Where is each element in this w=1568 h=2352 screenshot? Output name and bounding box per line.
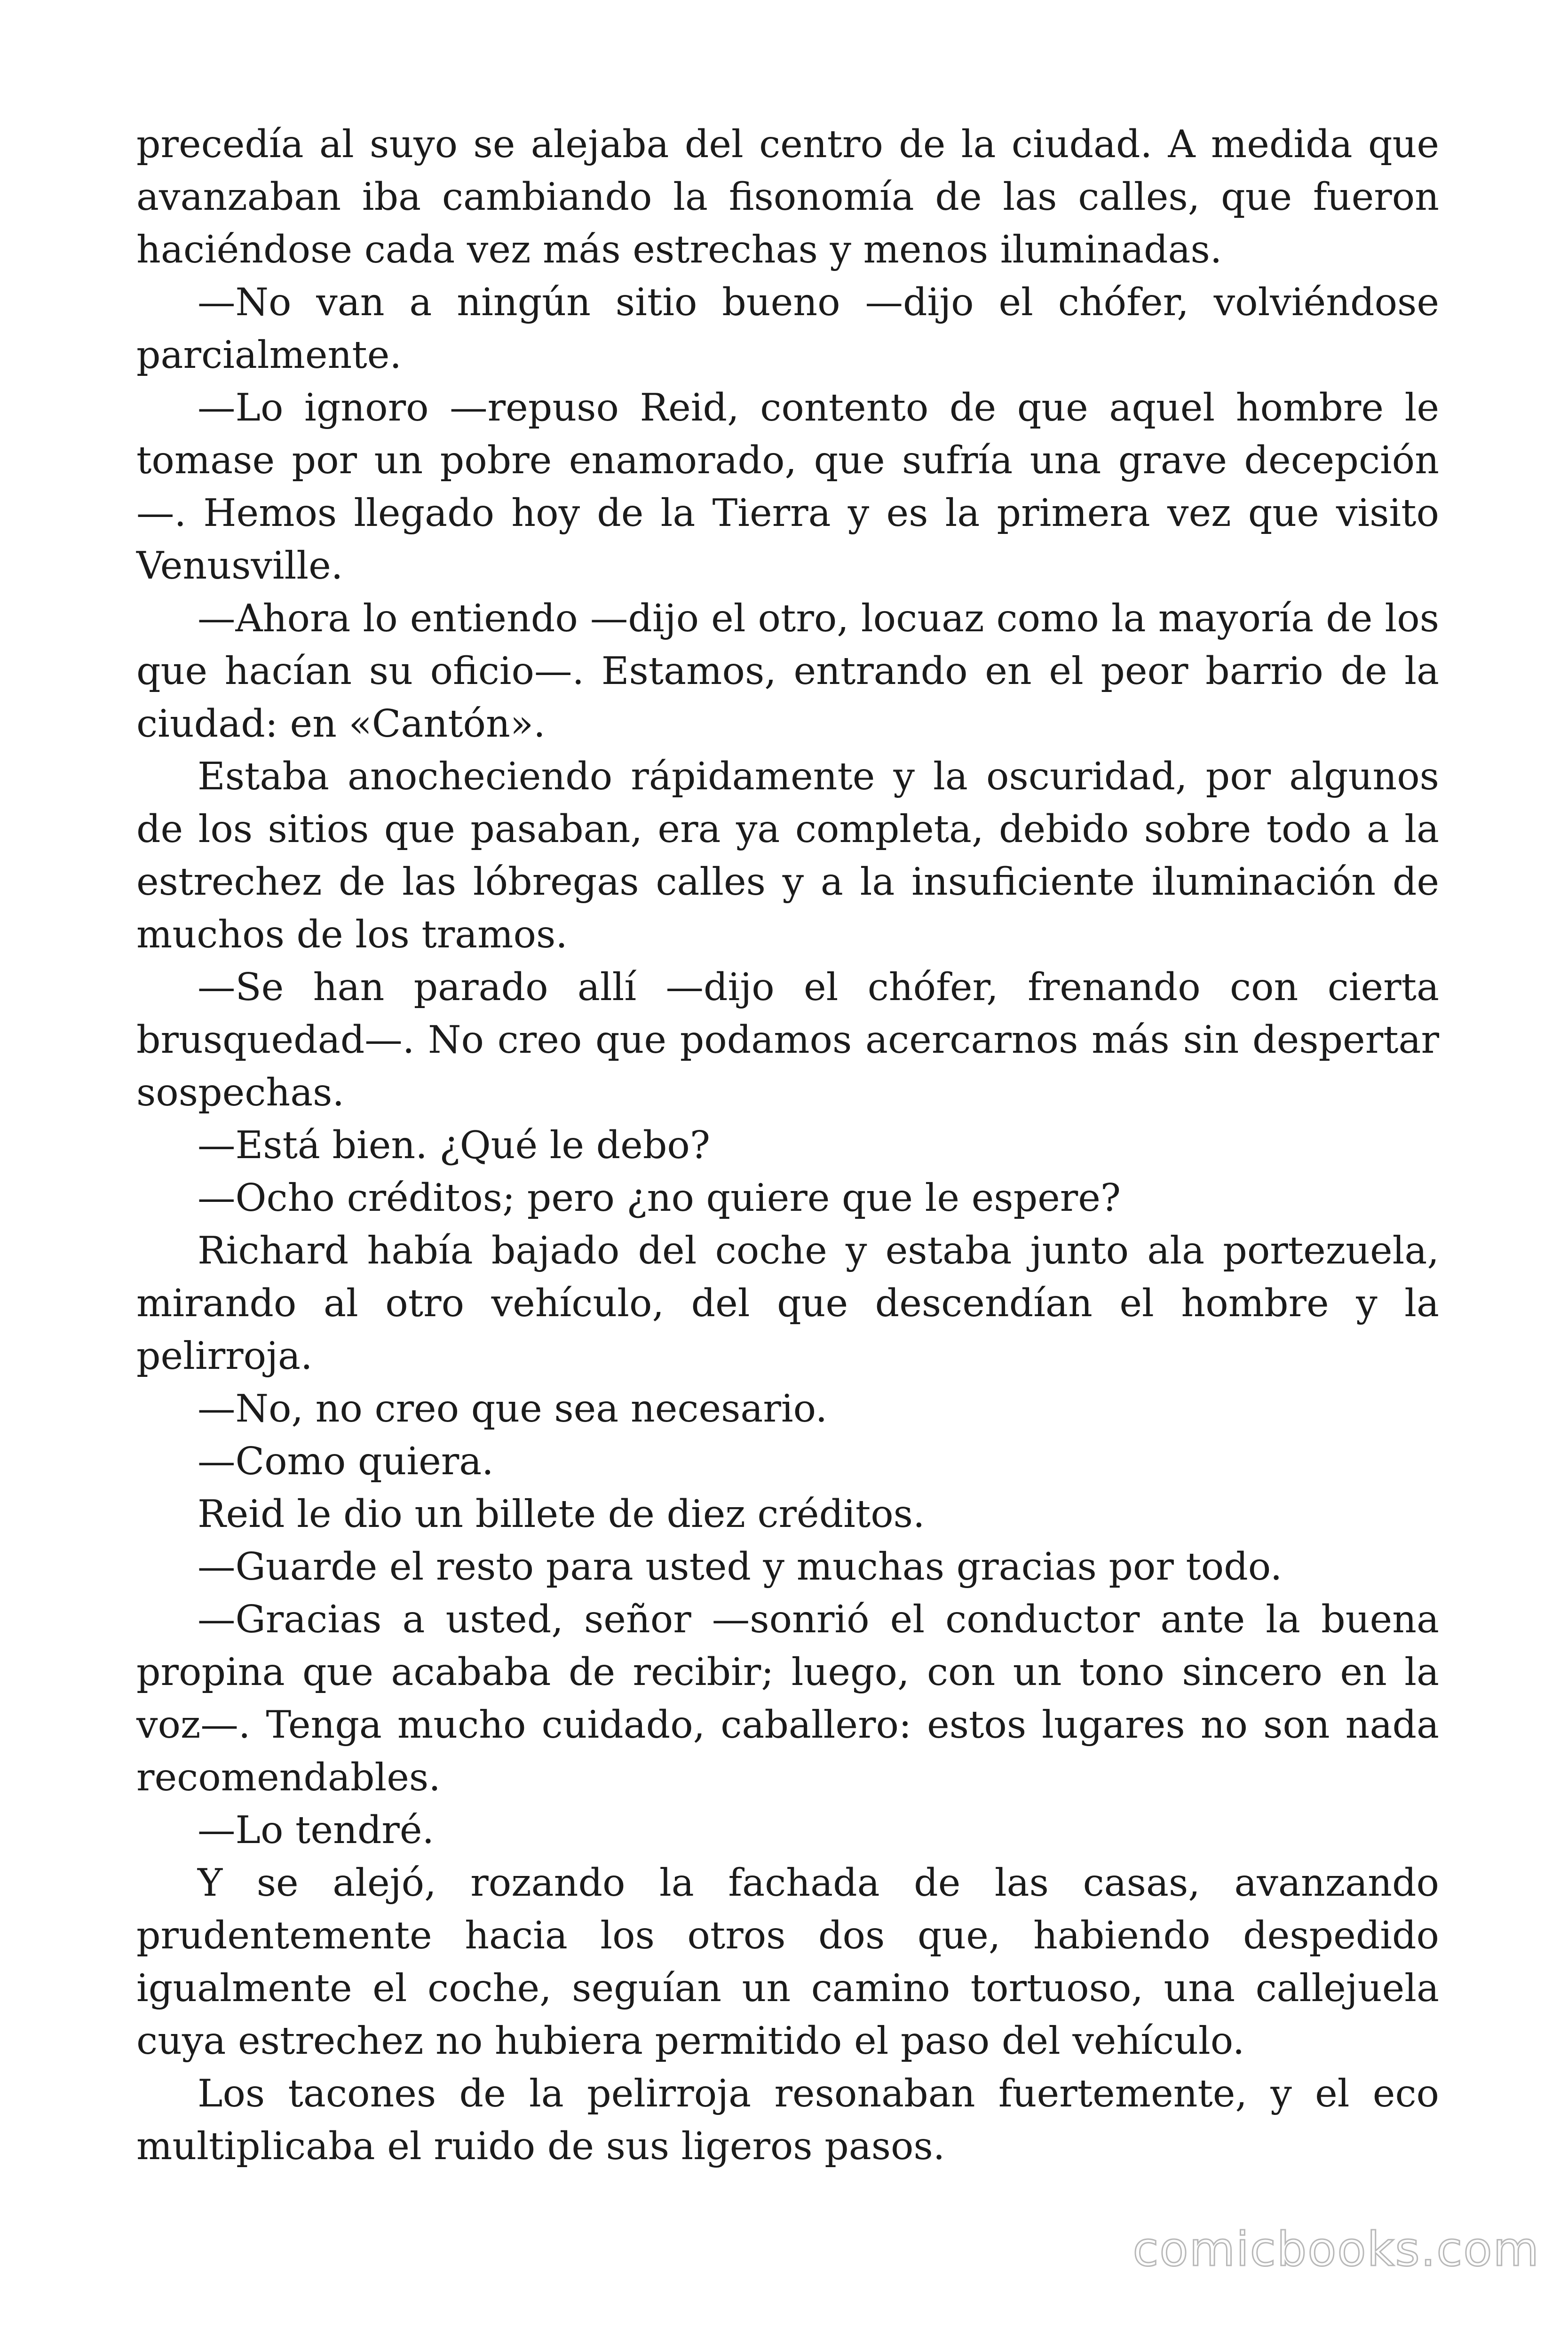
paragraph: Y se alejó, rozando la fachada de las casas, avanzando prudentemente hacia los otros dos que, habiendo despedido igualmente el coche, seguían un camino tortuoso, una callejuela cuya estrechez no hubiera permitido el paso del vehículo.	[136, 1860, 1439, 2063]
paragraph: —Ocho créditos; pero ¿no quiere que le espere?	[198, 1176, 1121, 1220]
paragraph: Estaba anocheciendo rápidamente y la oscuridad, por algunos de los sitios que pasaban, era ya completa, debido sobre todo a la estrechez de las lóbregas calles y a la insuficiente iluminación de muchos de los tramos.	[136, 754, 1439, 956]
paragraph: —No, no creo que sea necesario.	[198, 1386, 828, 1430]
watermark: comicbooks.com	[1132, 2222, 1540, 2277]
paragraph-continuation: precedía al suyo se alejaba del centro de la ciudad. A medida que avanzaban iba cambiando la fisonomía de las calles, que fueron haciéndose cada vez más estrechas y menos iluminadas.	[136, 122, 1439, 271]
paragraph: Los tacones de la pelirroja resonaban fuertemente, y el eco multiplicaba el ruido de sus ligeros pasos.	[136, 2071, 1439, 2168]
paragraph: —Lo ignoro —repuso Reid, contento de que aquel hombre le tomase por un pobre enamorado, que sufría una grave decepción—. Hemos llegado hoy de la Tierra y es la primera vez que visito Venusville.	[136, 385, 1439, 588]
paragraph: —Se han parado allí —dijo el chófer, frenando con cierta brusquedad—. No creo que podamos acercarnos más sin despertar sospechas.	[136, 965, 1439, 1114]
paragraph: Richard había bajado del coche y estaba junto ala portezuela, mirando al otro vehículo, del que descendían el hombre y la pelirroja.	[136, 1228, 1439, 1378]
paragraph: —Guarde el resto para usted y muchas gracias por todo.	[198, 1544, 1283, 1589]
page-text	[136, 118, 1439, 2172]
paragraph: —Como quiera.	[198, 1439, 494, 1483]
paragraph: —Está bien. ¿Qué le debo?	[198, 1123, 710, 1167]
paragraph: —Lo tendré.	[198, 1808, 435, 1852]
paragraph: —Ahora lo entiendo —dijo el otro, locuaz como la mayoría de los que hacían su oficio—. Estamos, entrando en el peor barrio de la ciudad: en «Cantón».	[136, 596, 1439, 746]
paragraph: —Gracias a usted, señor —sonrió el conductor ante la buena propina que acababa de recibir; luego, con un tono sincero en la voz—. Tenga mucho cuidado, caballero: estos lugares no son nada recomendables.	[136, 1597, 1439, 1799]
paragraph: —No van a ningún sitio bueno —dijo el chófer, volviéndose parcialmente.	[136, 280, 1439, 377]
paragraph: Reid le dio un billete de diez créditos.	[198, 1492, 925, 1536]
